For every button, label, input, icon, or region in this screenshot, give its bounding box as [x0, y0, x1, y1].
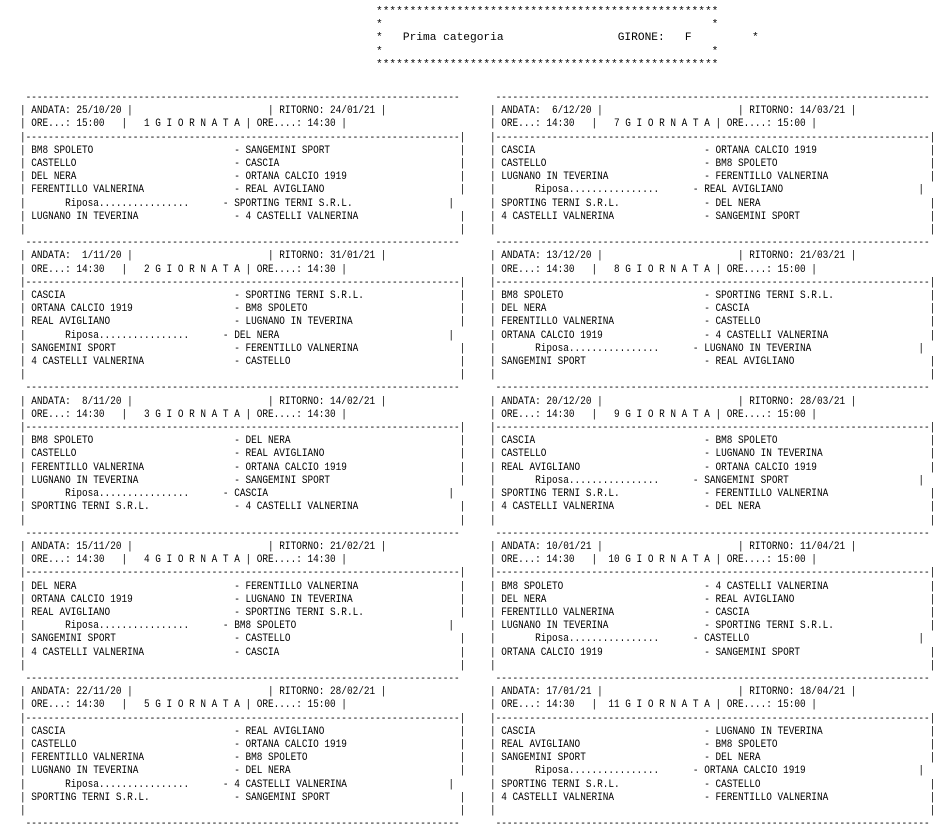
separator-line: -----------------------------------------------------------------------------	[20, 92, 460, 104]
match-row: | 4 CASTELLI VALNERINA - FERENTILLO VALNERINA |	[490, 791, 936, 804]
andata-ritorno-line: | ANDATA: 1/11/20 | | RITORNO: 31/01/21 |	[20, 250, 387, 263]
andata-ritorno-line: | ANDATA: 13/12/20 | | RITORNO: 21/03/21 |	[490, 250, 857, 263]
ore-line: | ORE...: 15:00 | 1 G I O R N A T A | ORE....: 14:30 |	[20, 118, 347, 131]
match-row: | ORTANA CALCIO 1919 - BM8 SPOLETO |	[20, 303, 466, 316]
category-title: Prima categoria	[402, 32, 504, 45]
ore-line: | ORE...: 14:30 | 10 G I O R N A T A | ORE....: 15:00 |	[490, 554, 817, 567]
andata-ritorno-line: | ANDATA: 22/11/20 | | RITORNO: 28/02/21 |	[20, 686, 387, 699]
match-row: | LUGNANO IN TEVERINA - SPORTING TERNI S.R.L. |	[490, 620, 936, 633]
separator-line: |-----------------------------------------------------------------------------|	[20, 712, 466, 725]
riposa-row: | Riposa................ - ORTANA CALCIO 1919 |	[490, 765, 925, 778]
match-row: | CASTELLO - CASCIA |	[20, 158, 466, 171]
separator-line: -----------------------------------------------------------------------------	[490, 818, 930, 831]
match-row: | DEL NERA - ORTANA CALCIO 1919 |	[20, 171, 466, 184]
match-row: | CASTELLO - BM8 SPOLETO |	[490, 158, 936, 171]
spacer-line: | |	[20, 224, 466, 237]
separator-line: |-----------------------------------------------------------------------------|	[490, 276, 936, 289]
riposa-row: | Riposa................ - SANGEMINI SPORT |	[490, 474, 925, 487]
spacer-line: | |	[490, 804, 936, 817]
riposa-row: | Riposa................ - DEL NERA |	[20, 329, 455, 342]
match-row: | SPORTING TERNI S.R.L. - 4 CASTELLI VALNERINA |	[20, 501, 466, 514]
spacer-line: | |	[490, 369, 936, 382]
separator-line: |-----------------------------------------------------------------------------|	[20, 567, 466, 580]
riposa-row: | Riposa................ - 4 CASTELLI VALNERINA |	[20, 778, 455, 791]
match-row: | REAL AVIGLIANO - LUGNANO IN TEVERINA |	[20, 316, 466, 329]
spacer-line: | |	[20, 659, 466, 672]
separator-line: -----------------------------------------------------------------------------	[20, 818, 460, 831]
separator-line: -----------------------------------------------------------------------------	[20, 237, 460, 250]
ore-line: | ORE...: 14:30 | 11 G I O R N A T A | ORE....: 15:00 |	[490, 699, 817, 712]
match-row: | BM8 SPOLETO - SANGEMINI SPORT |	[20, 144, 466, 157]
spacer-line: | |	[490, 659, 936, 672]
spacer-line: | |	[490, 514, 936, 527]
match-row: | LUGNANO IN TEVERINA - 4 CASTELLI VALNERINA |	[20, 210, 466, 223]
andata-ritorno-line: | ANDATA: 15/11/20 | | RITORNO: 21/02/21 |	[20, 540, 387, 553]
header-border-top: ***************************************************	[376, 6, 719, 18]
riposa-row: | Riposa................ - LUGNANO IN TEVERINA |	[490, 342, 925, 355]
match-row: | ORTANA CALCIO 1919 - SANGEMINI SPORT |	[490, 646, 936, 659]
match-row: | CASTELLO - ORTANA CALCIO 1919 |	[20, 738, 466, 751]
ore-line: | ORE...: 14:30 | 3 G I O R N A T A | ORE....: 14:30 |	[20, 408, 347, 421]
match-row: | FERENTILLO VALNERINA - CASTELLO |	[490, 316, 936, 329]
riposa-row: | Riposa................ - REAL AVIGLIANO |	[490, 184, 925, 197]
match-row: | REAL AVIGLIANO - SPORTING TERNI S.R.L. |	[20, 606, 466, 619]
riposa-row: | Riposa................ - BM8 SPOLETO |	[20, 620, 455, 633]
left-column	[20, 92, 465, 831]
riposa-row: | Riposa................ - CASCIA |	[20, 488, 455, 501]
separator-line: -----------------------------------------------------------------------------	[490, 237, 930, 250]
match-row: | FERENTILLO VALNERINA - REAL AVIGLIANO |	[20, 184, 466, 197]
separator-line: |-----------------------------------------------------------------------------|	[20, 276, 466, 289]
right-column	[490, 92, 935, 831]
match-row: | 4 CASTELLI VALNERINA - SANGEMINI SPORT |	[490, 210, 936, 223]
andata-ritorno-line: | ANDATA: 10/01/21 | | RITORNO: 11/04/21 |	[490, 540, 857, 553]
spacer-line: | |	[490, 224, 936, 237]
header-content: * Prima categoria GIRONE: F *	[376, 32, 759, 45]
match-row: | SANGEMINI SPORT - FERENTILLO VALNERINA |	[20, 342, 466, 355]
ore-line: | ORE...: 14:30 | 9 G I O R N A T A | ORE....: 15:00 |	[490, 408, 817, 421]
spacer-line: | |	[20, 514, 466, 527]
spacer-line: | |	[20, 804, 466, 817]
match-row: | DEL NERA - CASCIA |	[490, 303, 936, 316]
andata-ritorno-line: | ANDATA: 17/01/21 | | RITORNO: 18/04/21 |	[490, 686, 857, 699]
header-box	[376, 6, 759, 72]
spacer-line: | |	[20, 369, 466, 382]
match-row: | SPORTING TERNI S.R.L. - FERENTILLO VALNERINA |	[490, 488, 936, 501]
match-row: | BM8 SPOLETO - SPORTING TERNI S.R.L. |	[490, 290, 936, 303]
separator-line: |-----------------------------------------------------------------------------|	[490, 567, 936, 580]
ore-line: | ORE...: 14:30 | 4 G I O R N A T A | ORE....: 14:30 |	[20, 554, 347, 567]
separator-line: |-----------------------------------------------------------------------------|	[490, 422, 936, 435]
andata-ritorno-line: | ANDATA: 20/12/20 | | RITORNO: 28/03/21 |	[490, 395, 857, 408]
match-row: | LUGNANO IN TEVERINA - FERENTILLO VALNERINA |	[490, 171, 936, 184]
match-row: | 4 CASTELLI VALNERINA - CASTELLO |	[20, 356, 466, 369]
andata-ritorno-line: | ANDATA: 8/11/20 | | RITORNO: 14/02/21 |	[20, 395, 387, 408]
match-row: | LUGNANO IN TEVERINA - DEL NERA |	[20, 765, 466, 778]
match-row: | CASCIA - ORTANA CALCIO 1919 |	[490, 144, 936, 157]
ore-line: | ORE...: 14:30 | 2 G I O R N A T A | ORE....: 14:30 |	[20, 263, 347, 276]
separator-line: |-----------------------------------------------------------------------------|	[20, 422, 466, 435]
match-row: | CASCIA - SPORTING TERNI S.R.L. |	[20, 290, 466, 303]
header-line: * *	[376, 45, 719, 58]
match-row: | SANGEMINI SPORT - CASTELLO |	[20, 633, 466, 646]
match-row: | REAL AVIGLIANO - ORTANA CALCIO 1919 |	[490, 461, 936, 474]
match-row: | CASCIA - REAL AVIGLIANO |	[20, 725, 466, 738]
separator-line: -----------------------------------------------------------------------------	[20, 527, 460, 540]
match-row: | ORTANA CALCIO 1919 - 4 CASTELLI VALNERINA |	[490, 329, 936, 342]
match-row: | FERENTILLO VALNERINA - BM8 SPOLETO |	[20, 752, 466, 765]
ore-line: | ORE...: 14:30 | 5 G I O R N A T A | ORE....: 15:00 |	[20, 699, 347, 712]
match-row: | CASTELLO - REAL AVIGLIANO |	[20, 448, 466, 461]
match-row: | DEL NERA - FERENTILLO VALNERINA |	[20, 580, 466, 593]
match-row: | BM8 SPOLETO - DEL NERA |	[20, 435, 466, 448]
ore-line: | ORE...: 14:30 | 7 G I O R N A T A | ORE....: 15:00 |	[490, 118, 817, 131]
match-row: | CASCIA - BM8 SPOLETO |	[490, 435, 936, 448]
riposa-row: | Riposa................ - CASTELLO |	[490, 633, 925, 646]
girone-label: GIRONE:	[617, 32, 665, 45]
girone-value: F	[684, 32, 692, 45]
match-row: | REAL AVIGLIANO - BM8 SPOLETO |	[490, 738, 936, 751]
match-row: | SANGEMINI SPORT - REAL AVIGLIANO |	[490, 356, 936, 369]
match-row: | FERENTILLO VALNERINA - ORTANA CALCIO 1919 |	[20, 461, 466, 474]
separator-line: -----------------------------------------------------------------------------	[20, 382, 460, 395]
match-row: | LUGNANO IN TEVERINA - SANGEMINI SPORT |	[20, 474, 466, 487]
match-row: | CASCIA - LUGNANO IN TEVERINA |	[490, 725, 936, 738]
separator-line: |-----------------------------------------------------------------------------|	[490, 131, 936, 144]
andata-ritorno-line: | ANDATA: 25/10/20 | | RITORNO: 24/01/21 |	[20, 105, 387, 118]
separator-line: -----------------------------------------------------------------------------	[490, 92, 930, 104]
match-row: | SANGEMINI SPORT - DEL NERA |	[490, 752, 936, 765]
separator-line: -----------------------------------------------------------------------------	[490, 527, 930, 540]
riposa-row: | Riposa................ - SPORTING TERNI S.R.L. |	[20, 197, 455, 210]
match-row: | FERENTILLO VALNERINA - CASCIA |	[490, 606, 936, 619]
separator-line: |-----------------------------------------------------------------------------|	[20, 131, 466, 144]
match-row: | ORTANA CALCIO 1919 - LUGNANO IN TEVERINA |	[20, 593, 466, 606]
match-row: | SPORTING TERNI S.R.L. - CASTELLO |	[490, 778, 936, 791]
match-row: | 4 CASTELLI VALNERINA - DEL NERA |	[490, 501, 936, 514]
match-row: | SPORTING TERNI S.R.L. - DEL NERA |	[490, 197, 936, 210]
match-row: | 4 CASTELLI VALNERINA - CASCIA |	[20, 646, 466, 659]
separator-line: -----------------------------------------------------------------------------	[20, 672, 460, 685]
ore-line: | ORE...: 14:30 | 8 G I O R N A T A | ORE....: 15:00 |	[490, 263, 817, 276]
separator-line: -----------------------------------------------------------------------------	[490, 382, 930, 395]
match-row: | DEL NERA - REAL AVIGLIANO |	[490, 593, 936, 606]
andata-ritorno-line: | ANDATA: 6/12/20 | | RITORNO: 14/03/21 |	[490, 105, 857, 118]
header-line: * *	[376, 19, 719, 32]
match-row: | BM8 SPOLETO - 4 CASTELLI VALNERINA |	[490, 580, 936, 593]
separator-line: -----------------------------------------------------------------------------	[490, 672, 930, 685]
separator-line: |-----------------------------------------------------------------------------|	[490, 712, 936, 725]
header-border-bottom: ***************************************************	[376, 58, 719, 71]
match-row: | SPORTING TERNI S.R.L. - SANGEMINI SPORT |	[20, 791, 466, 804]
match-row: | CASTELLO - LUGNANO IN TEVERINA |	[490, 448, 936, 461]
